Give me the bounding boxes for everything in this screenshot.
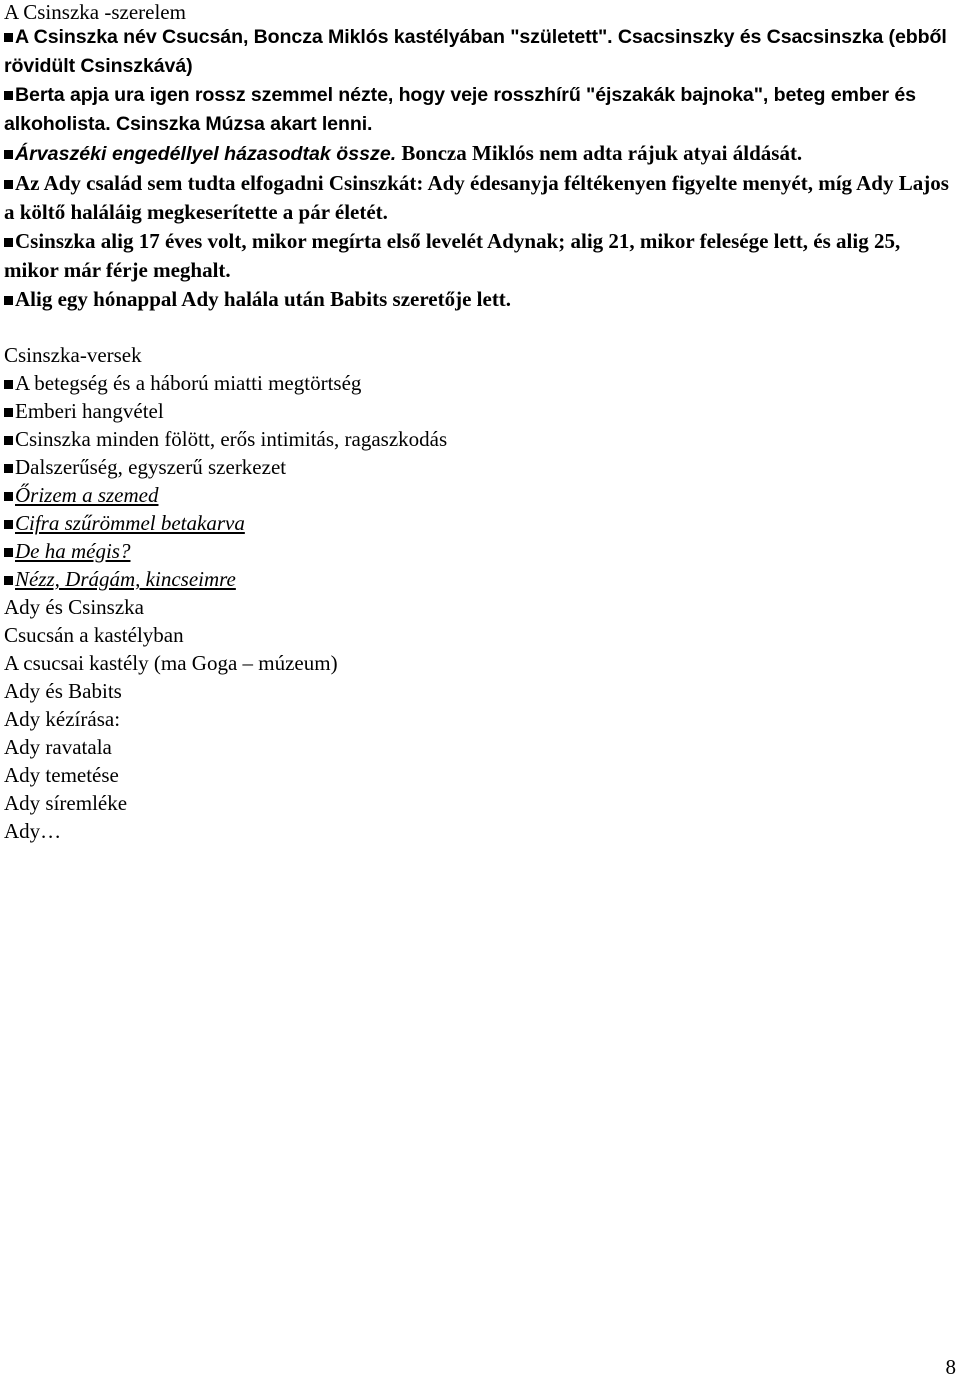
square-bullet-icon	[4, 296, 13, 305]
bullet-item	[4, 169, 956, 227]
poem-link[interactable]: De ha mégis?	[15, 539, 131, 563]
bullet-text: Dalszerűség, egyszerű szerkezet	[15, 455, 287, 479]
square-bullet-icon	[4, 492, 13, 501]
bullet-item	[4, 139, 956, 169]
caption-line: Ady…	[4, 819, 62, 843]
bullet-item	[4, 23, 956, 81]
square-bullet-icon	[4, 91, 13, 100]
caption-line: A csucsai kastély (ma Goga – múzeum)	[4, 651, 338, 675]
bullet-item	[4, 81, 956, 139]
page-heading: A Csinszka -szerelem	[4, 0, 186, 24]
square-bullet-icon	[4, 180, 13, 189]
poem-link[interactable]: Nézz, Drágám, kincseimre	[15, 567, 236, 591]
square-bullet-icon	[4, 436, 13, 445]
bullet-item	[4, 285, 956, 314]
caption-line: Ady kézírása:	[4, 707, 121, 731]
poem-link[interactable]: Őrizem a szemed	[15, 483, 159, 507]
picture-captions-list	[4, 593, 956, 845]
section-title-csinszka-versek: Csinszka-versek	[4, 343, 142, 367]
square-bullet-icon	[4, 238, 13, 247]
bullet-item	[4, 397, 956, 425]
square-bullet-icon	[4, 380, 13, 389]
square-bullet-icon	[4, 576, 13, 585]
bullet-item	[4, 481, 956, 509]
bullet-item	[4, 565, 956, 593]
caption-line: Ady temetése	[4, 763, 119, 787]
caption-line: Csucsán a kastélyban	[4, 623, 184, 647]
caption-line: Ady síremléke	[4, 791, 128, 815]
bullet-item	[4, 425, 956, 453]
bullet-item	[4, 453, 956, 481]
poem-link[interactable]: Cifra szűrömmel betakarva	[15, 511, 245, 535]
bullet-text: Boncza Miklós nem adta rájuk atyai áldását.	[396, 141, 803, 165]
bullet-text: Az Ady család sem tudta elfogadni Csinszkát: Ady édesanyja féltékenyen figyelte menyét, míg Ady Lajos a költő haláláig megkeserítette a pár életét.	[4, 171, 949, 224]
bullet-text: Árvaszéki engedéllyel házasodtak össze.	[15, 143, 397, 165]
bullet-text: A Csinszka név Csucsán, Boncza Miklós kastélyában "született". Csacsinszky és Csacsinszka (ebből rövidült Csinszkává)	[4, 26, 947, 77]
bullet-item	[4, 227, 956, 285]
bullet-text: Berta apja ura igen rossz szemmel nézte, hogy veje rosszhírű "éjszakák bajnoka", beteg ember és alkoholista. Csinszka Múzsa akart lenni.	[4, 84, 916, 135]
caption-line: Ady és Babits	[4, 679, 122, 703]
bullet-text: Csinszka alig 17 éves volt, mikor megírta első levelét Adynak; alig 21, mikor felesége lett, és alig 25, mikor már férje meghalt.	[4, 229, 901, 282]
caption-line: Ady és Csinszka	[4, 595, 144, 619]
bullet-item	[4, 509, 956, 537]
square-bullet-icon	[4, 464, 13, 473]
bullet-text: Emberi hangvétel	[15, 399, 164, 423]
square-bullet-icon	[4, 548, 13, 557]
square-bullet-icon	[4, 150, 13, 159]
square-bullet-icon	[4, 33, 13, 42]
caption-line: Ady ravatala	[4, 735, 112, 759]
document-page	[4, 0, 956, 845]
square-bullet-icon	[4, 408, 13, 417]
bullet-item	[4, 537, 956, 565]
bullet-text: Alig egy hónappal Ady halála után Babits szeretője lett.	[15, 287, 512, 311]
bullet-text: A betegség és a háború miatti megtörtség	[15, 371, 362, 395]
bullet-text: Csinszka minden fölött, erős intimitás, ragaszkodás	[15, 427, 448, 451]
section-csinszka-versek	[4, 369, 956, 593]
bullet-item	[4, 369, 956, 397]
page-number: 8	[945, 1355, 956, 1379]
square-bullet-icon	[4, 520, 13, 529]
section-csinszka-szerelem	[4, 23, 956, 314]
